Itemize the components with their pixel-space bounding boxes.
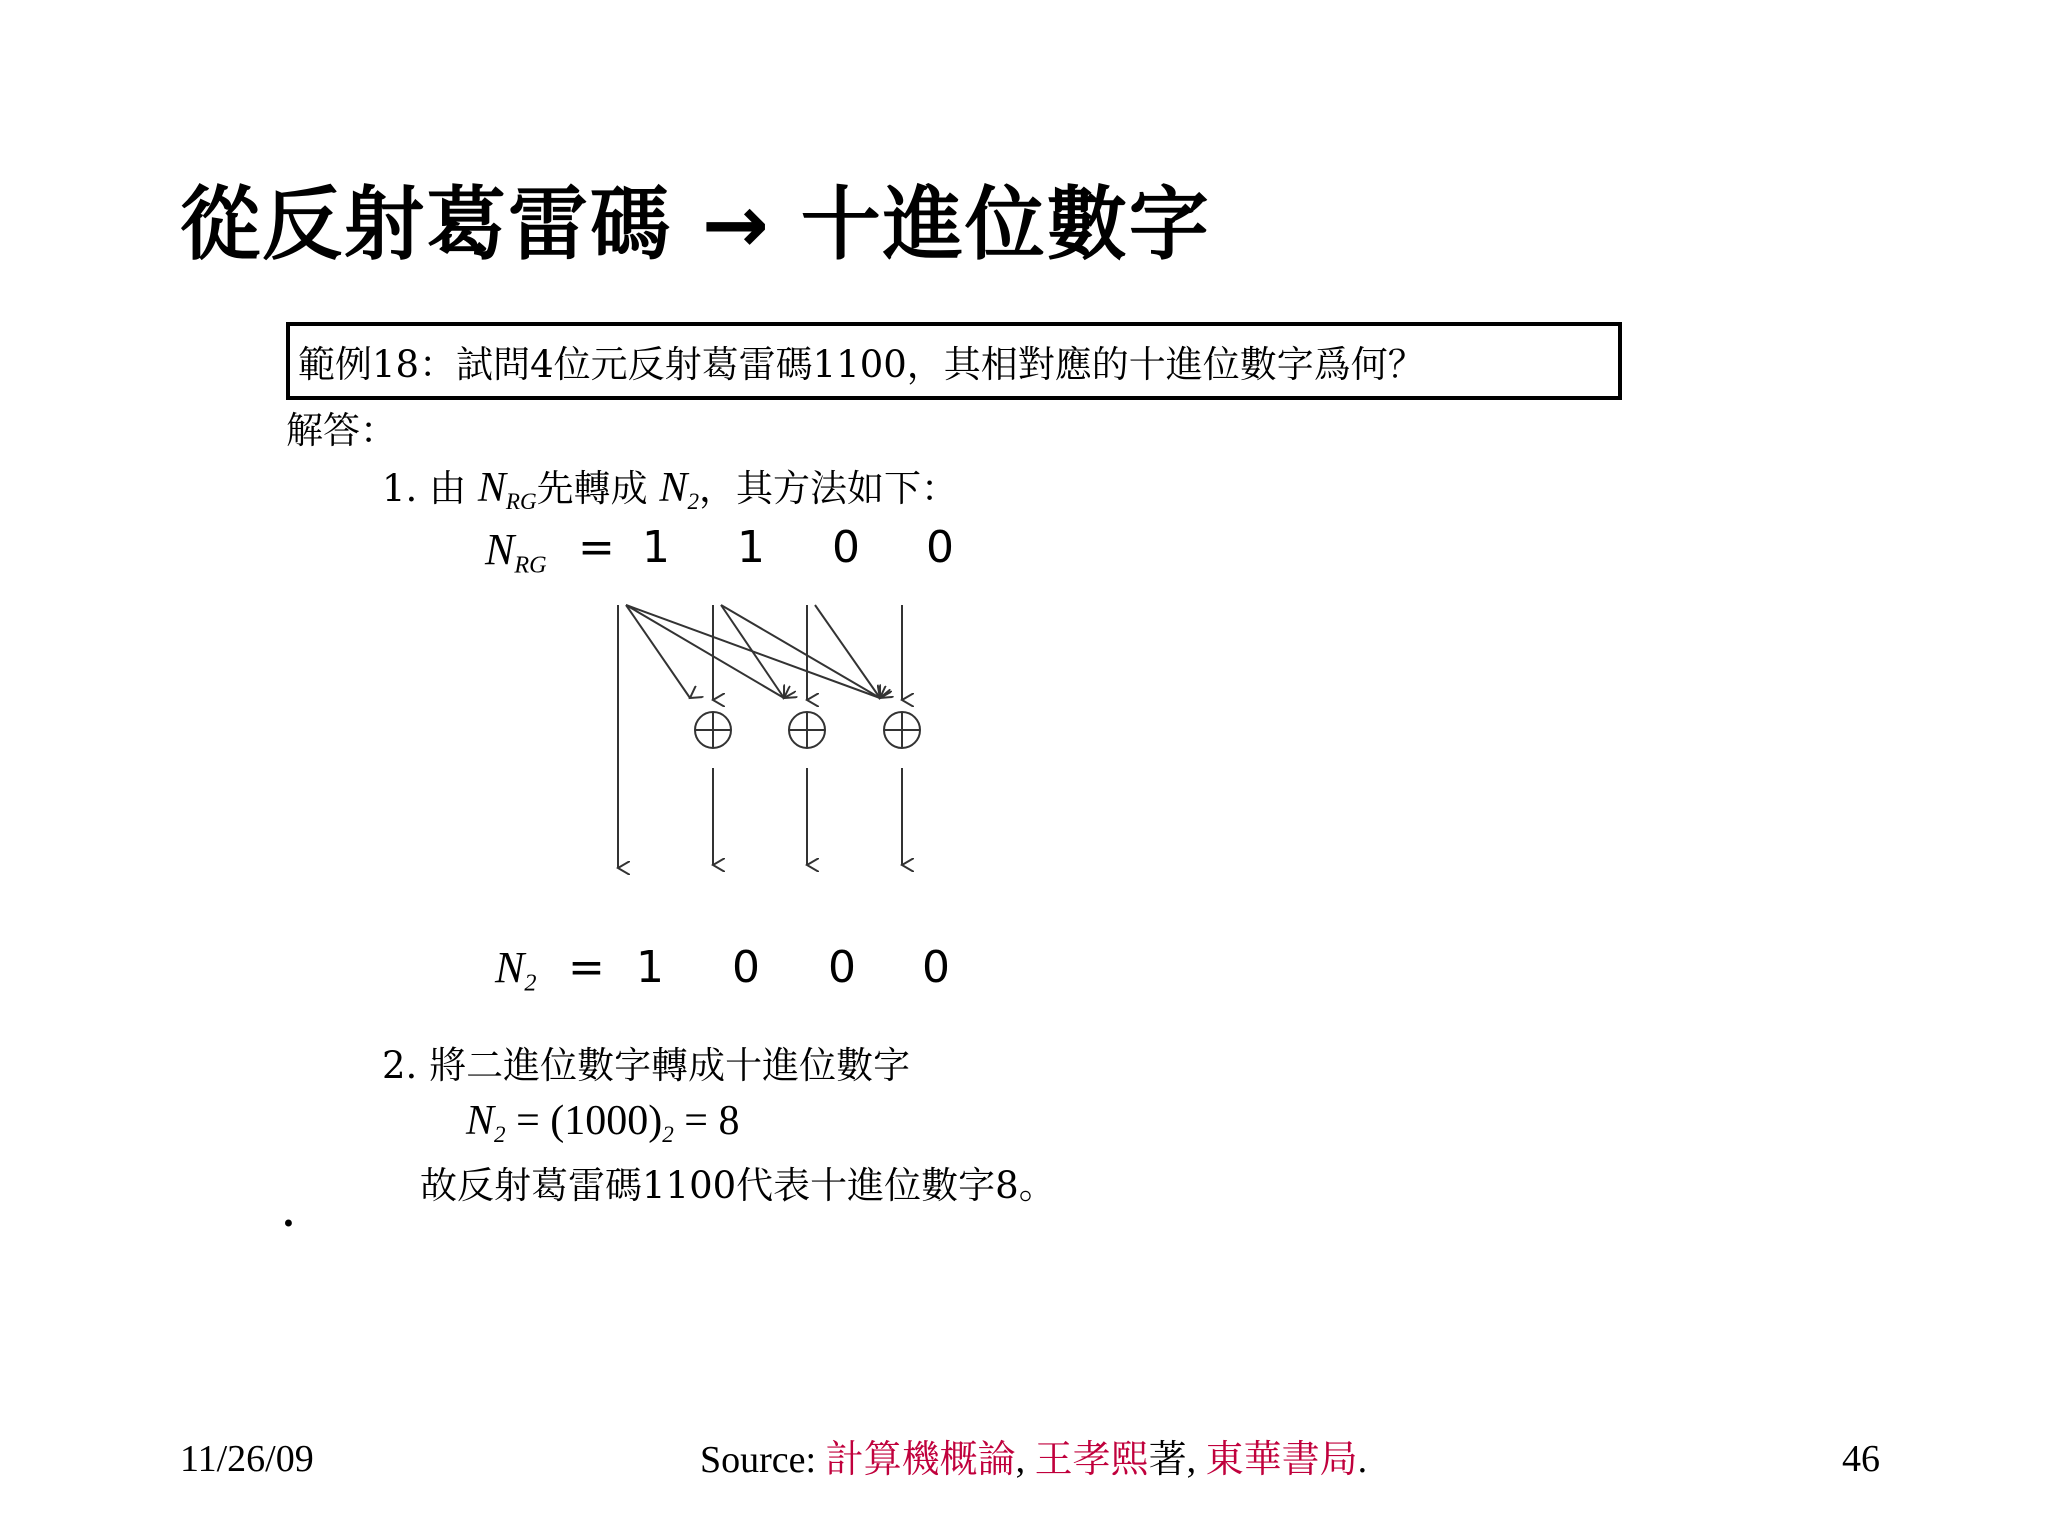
footer-source: Source: 計算機概論, 王孝熙著, 東華書局. <box>700 1437 1368 1481</box>
nrg-digit-1: 1 <box>642 522 670 573</box>
nrg-digit-3: 0 <box>832 522 860 573</box>
step2-conclusion: 故反射葛雷碼1100代表十進位數字8。 <box>420 1164 1056 1207</box>
step2-text: 將二進位數字轉成十進位數字 <box>429 1044 911 1087</box>
nrg-row-equals: = <box>578 522 615 573</box>
answer-label: 解答： <box>286 409 397 452</box>
step1-text-b: 先轉成 <box>536 467 648 510</box>
step1-text-c: ，其方法如下： <box>698 467 958 510</box>
arrow-diag-6 <box>815 605 880 698</box>
nrg-digit-4: 0 <box>926 522 954 573</box>
n2-digit-3: 0 <box>828 942 856 993</box>
example-box <box>286 322 1622 400</box>
bullet-dot: . <box>282 1191 295 1235</box>
example-question: 範例18：試問4位元反射葛雷碼1100，其相對應的十進位數字爲何？ <box>298 343 1425 386</box>
step1-number: 1. <box>382 467 418 510</box>
source-book: 計算機概論 <box>825 1437 1016 1481</box>
xor-icon-2 <box>789 712 825 748</box>
step2-line <box>382 1044 911 1087</box>
arrow-diag-4 <box>721 605 784 698</box>
arrow-diag-5 <box>721 605 880 698</box>
step2-equation: $N_2 = (1000)_2 = 8$ <box>466 1098 740 1148</box>
nrg-row-symbol: $N_{RG}$ <box>485 525 547 579</box>
arrow-diag-1 <box>626 605 690 698</box>
n2-row-equals: = <box>568 942 605 993</box>
xor-icon-3 <box>884 712 920 748</box>
nrg-digit-2: 1 <box>737 522 765 573</box>
footer-date: 11/26/09 <box>180 1438 314 1480</box>
source-label: Source: <box>700 1439 817 1481</box>
source-publisher: 東華書局 <box>1205 1437 1358 1481</box>
n2-row-symbol: $N_2$ <box>495 943 537 997</box>
xor-icon-1 <box>695 712 731 748</box>
step2-number: 2. <box>382 1044 418 1087</box>
slide-title: 從反射葛雷碼 → 十進位數字 <box>180 178 1211 271</box>
xor-diagram <box>560 590 980 890</box>
n2-digit-1: 1 <box>636 942 664 993</box>
n2-digit-2: 0 <box>732 942 760 993</box>
arrow-diag-2 <box>626 605 784 698</box>
n2-digit-4: 0 <box>922 942 950 993</box>
footer-page-number: 46 <box>1842 1438 1880 1480</box>
step1-text-a: 由 <box>429 467 467 510</box>
nrg-symbol: $N_{RG}$ <box>477 465 537 515</box>
step1-line <box>382 467 958 513</box>
source-author: 王孝熙 <box>1034 1437 1149 1481</box>
n2-symbol: $N_2$ <box>659 465 699 515</box>
